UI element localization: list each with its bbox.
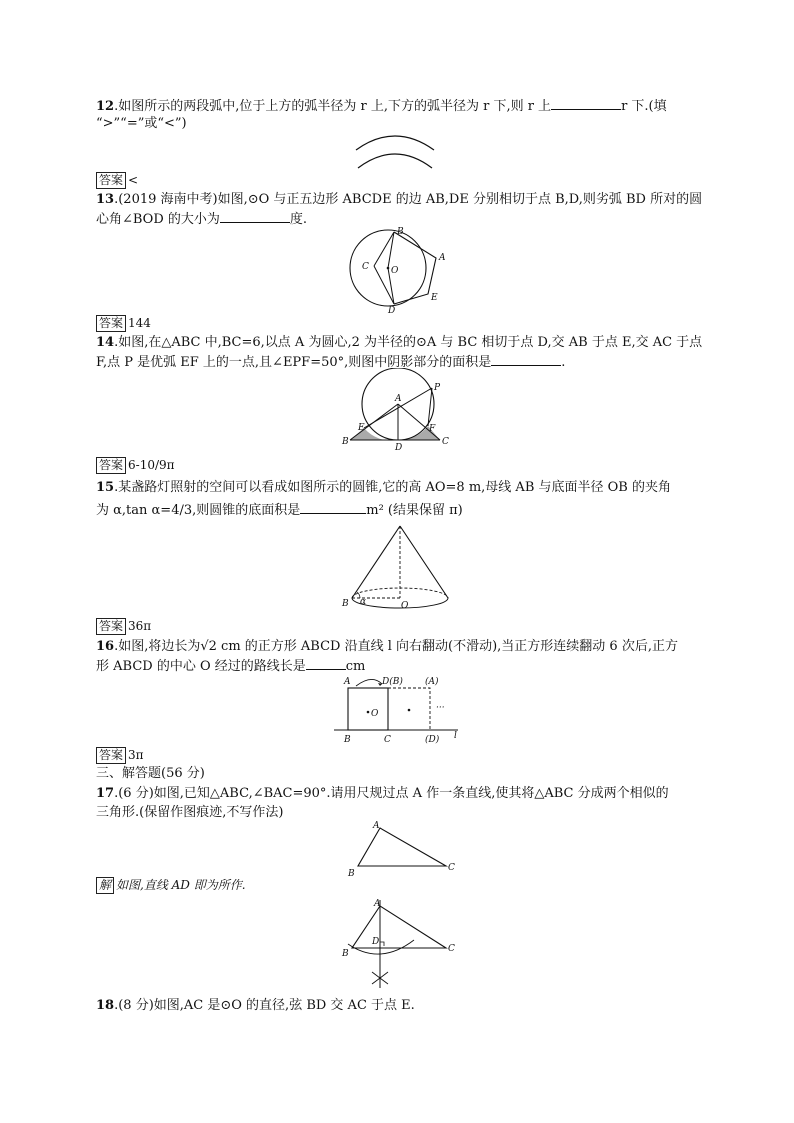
q13-label-c: C <box>362 262 369 272</box>
q13-label-d: D <box>388 306 396 316</box>
q14-line2: F,点 P 是优弧 EF 上的一点,且∠EPF=50°,则图中阴影部分的面积是 . <box>96 352 565 373</box>
q12-answer: 答案 < <box>96 172 138 189</box>
q13-line1: 13.(2019 海南中考)如图,⊙O 与正五边形 ABCDE 的边 AB,DE 分别相切于点 B,D,则劣弧 BD 所对的圆 <box>96 192 703 207</box>
q15-answer: 答案 36π <box>96 618 151 635</box>
q16-line2: 形 ABCD 的中心 O 经过的路线长是 cm <box>96 656 365 677</box>
q14-label-a: A <box>395 394 402 404</box>
q14-triangle-figure <box>340 368 455 452</box>
q13-label-b: B <box>397 227 404 237</box>
q16-line1: 16.如图,将边长为√2 cm 的正方形 ABCD 沿直线 l 向右翻动(不滑动),当正方形连续翻动 6 次后,正方 <box>96 639 678 654</box>
q17c-label-d: D <box>372 937 380 947</box>
q12-arcs-figure <box>350 128 440 170</box>
q15-line2: 为 α,tan α=4/3,则圆锥的底面积是 m² (结果保留 π) <box>96 500 463 521</box>
q17c-label-b: B <box>342 949 349 959</box>
q13-answer: 答案 144 <box>96 315 151 332</box>
q15-label-b: B <box>342 599 349 609</box>
q17-label-c: C <box>448 863 455 873</box>
q13-line2: 心角∠BOD 的大小为 度. <box>96 209 307 230</box>
q14-answer: 答案 6-10/9π <box>96 457 175 474</box>
q13-label-e: E <box>431 293 438 303</box>
q17-line1: 17.(6 分)如图,已知△ABC,∠BAC=90°.请用尺规过点 A 作一条直线,使其将△ABC 分成两个相似的 <box>96 786 669 801</box>
q13-label-a: A <box>439 253 446 263</box>
q16-label-c: C <box>384 735 391 745</box>
q15-label-o: O <box>401 601 409 611</box>
q14-label-c: C <box>442 437 449 447</box>
q17c-label-c: C <box>448 944 455 954</box>
q14-label-b: B <box>342 437 349 447</box>
q17-triangle-figure <box>340 816 460 880</box>
q15-line1: 15.某盏路灯照射的空间可以看成如图所示的圆锥,它的高 AO=8 m,母线 AB 与底面半径 OB 的夹角 <box>96 480 671 495</box>
q15-label-alpha: α <box>360 597 367 607</box>
q14-label-d: D <box>395 443 403 452</box>
q17-label-a: A <box>373 821 380 831</box>
q16-label-a: A <box>344 677 351 687</box>
q16-label-db: D(B) <box>382 677 403 687</box>
q16-label-o: O <box>371 709 379 719</box>
q16-label-dp: (D) <box>425 735 440 745</box>
q14-label-p: P <box>434 383 441 393</box>
q14-line1: 14.如图,在△ABC 中,BC=6,以点 A 为圆心,2 为半径的⊙A 与 BC 相切于点 D,交 AB 于点 E,交 AC 于点 <box>96 335 703 350</box>
q17-construction-figure <box>336 896 456 992</box>
q13-label-o: O <box>391 266 399 276</box>
section-3-heading: 三、解答题(56 分) <box>96 766 205 781</box>
q16-label-ap: (A) <box>425 677 439 687</box>
q15-cone-figure <box>336 522 460 614</box>
q16-square-figure <box>330 672 470 746</box>
q13-pentagon-figure <box>340 224 460 316</box>
q17-line2: 三角形.(保留作图痕迹,不写作法) <box>96 805 284 820</box>
q16-answer: 答案 3π <box>96 747 144 764</box>
q16-label-b: B <box>344 735 351 745</box>
q18-line1: 18.(8 分)如图,AC 是⊙O 的直径,弦 BD 交 AC 于点 E. <box>96 998 415 1013</box>
q14-label-e: E <box>358 423 365 433</box>
q14-label-f: F <box>429 424 436 434</box>
q17-solution: 解 如图,直线 AD 即为所作. <box>96 877 246 894</box>
q17c-label-a: A <box>374 899 381 909</box>
q12-line1: 12.如图所示的两段弧中,位于上方的弧半径为 r 上,下方的弧半径为 r 下,则 r 上 r 下.(填 <box>96 96 667 117</box>
q17-label-b: B <box>348 869 355 879</box>
q16-label-l: l <box>454 731 457 741</box>
q12-line2: “>”“=”或“<”) <box>96 116 187 131</box>
q16-label-dots: ··· <box>436 703 445 713</box>
